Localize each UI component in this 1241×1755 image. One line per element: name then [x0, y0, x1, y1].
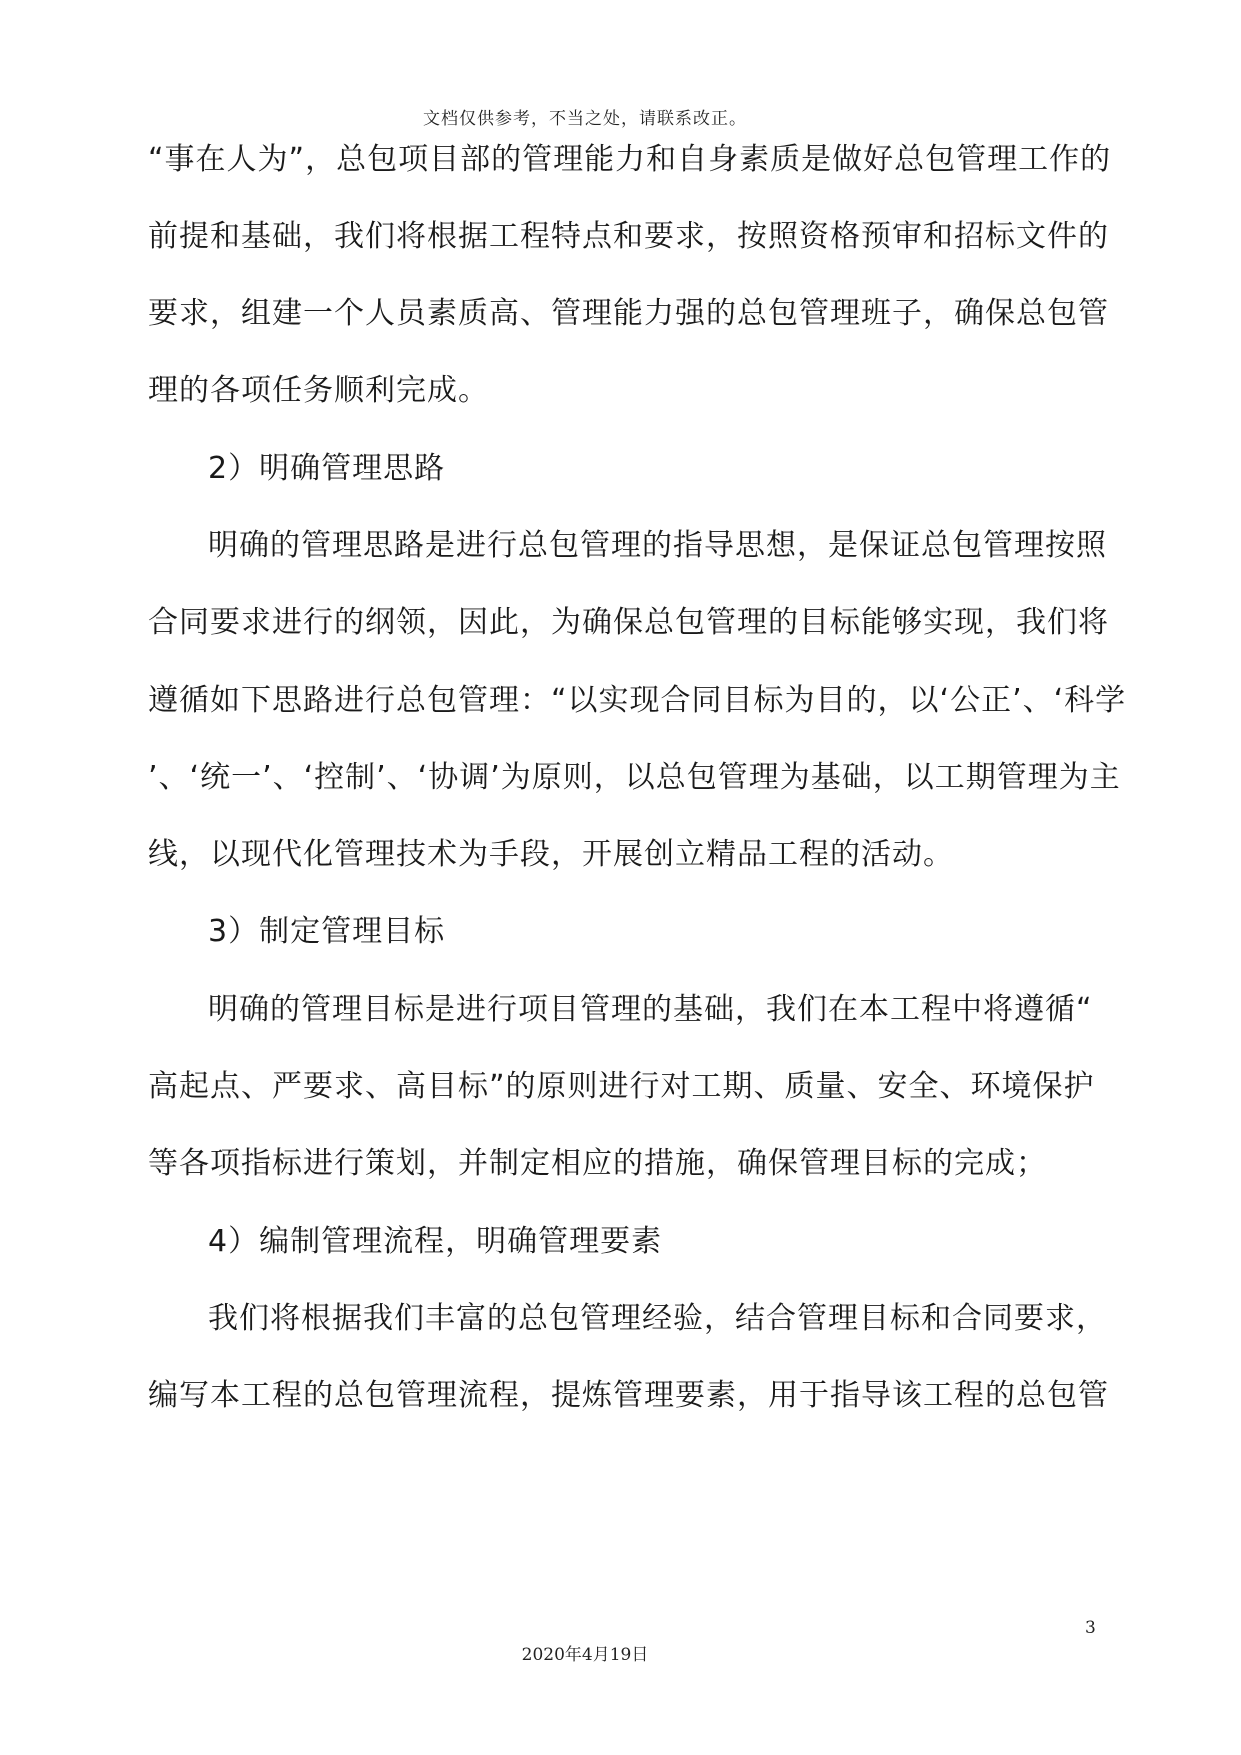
paragraph-line: 明确的管理思路是进行总包管理的指导思想，是保证总包管理按照 — [208, 528, 1107, 563]
paragraph-line: 等各项指标进行策划，并制定相应的措施，确保管理目标的完成； — [148, 1146, 1047, 1181]
paragraph-line: 线，以现代化管理技术为手段，开展创立精品工程的活动。 — [148, 837, 954, 872]
paragraph-line: 遵循如下思路进行总包管理：“以实现合同目标为目的，以‘公正’、‘科学 — [148, 683, 1127, 718]
page-number: 3 — [1085, 1618, 1096, 1638]
paragraph-line: ’、‘统一’、‘控制’、‘协调’为原则，以总包管理为基础，以工期管理为主 — [148, 760, 1121, 795]
section-heading: 2）明确管理思路 — [208, 451, 446, 486]
paragraph-line: 理的各项任务顺利完成。 — [148, 373, 489, 408]
page-header: 文档仅供参考，不当之处，请联系改正。 — [423, 109, 747, 129]
paragraph-line: “事在人为”，总包项目部的管理能力和自身素质是做好总包管理工作的 — [148, 142, 1112, 177]
paragraph-line: 高起点、严要求、高目标”的原则进行对工期、质量、安全、环境保护 — [148, 1069, 1095, 1104]
paragraph-line: 明确的管理目标是进行项目管理的基础，我们在本工程中将遵循“ — [208, 992, 1093, 1027]
paragraph-line: 合同要求进行的纲领，因此，为确保总包管理的目标能够实现，我们将 — [148, 605, 1109, 640]
section-heading: 4）编制管理流程，明确管理要素 — [208, 1224, 663, 1259]
section-heading: 3）制定管理目标 — [208, 914, 446, 949]
paragraph-line: 编写本工程的总包管理流程，提炼管理要素，用于指导该工程的总包管 — [148, 1378, 1109, 1413]
footer-date: 2020年4月19日 — [521, 1645, 649, 1665]
paragraph-line: 前提和基础，我们将根据工程特点和要求，按照资格预审和招标文件的 — [148, 219, 1109, 254]
paragraph-line: 我们将根据我们丰富的总包管理经验，结合管理目标和合同要求， — [208, 1301, 1107, 1336]
paragraph-line: 要求，组建一个人员素质高、管理能力强的总包管理班子，确保总包管 — [148, 296, 1109, 331]
